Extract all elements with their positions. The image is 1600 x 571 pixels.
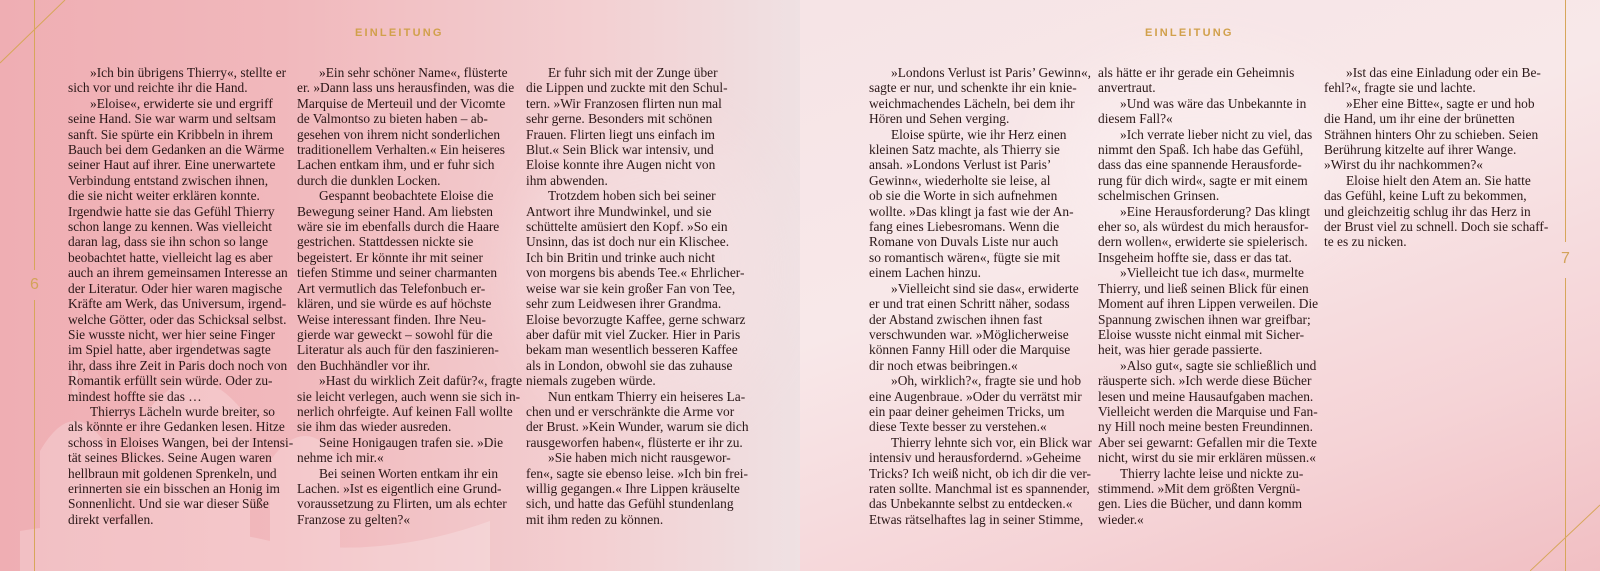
text-line: nehme ich mir.«	[297, 450, 384, 466]
text-line: als könnte er ihre Gedanken lesen. Hitze	[68, 419, 285, 435]
text-line: ansah. »Londons Verlust ist Paris’	[869, 157, 1052, 173]
text-line: klären, und sie würde es auf höchste	[297, 296, 492, 312]
text-line: »Oh, wirklich?«, fragte sie und hob	[891, 373, 1082, 389]
text-line: im Spiel hatte, aber irgendetwas sagte	[68, 342, 271, 358]
text-line: ny Hill noch meine besten Freundinnen.	[1098, 419, 1313, 435]
text-line: Literatur als auch für den faszinieren-	[297, 342, 499, 358]
text-line: so romantisch wären«, fügte sie mit	[869, 249, 1061, 265]
text-line: die Lippen und zuckte mit den Schul-	[526, 80, 728, 96]
text-line: kleinen Satz machte, als Thierry sie	[869, 142, 1060, 158]
text-line: Berührung kitzelte auf ihrer Wange.	[1324, 142, 1517, 158]
text-line: Bewegung seiner Hand. Am liebsten	[297, 203, 493, 219]
text-line: »Hast du wirklich Zeit dafür?«, fragte	[319, 373, 523, 389]
text-column	[68, 65, 294, 527]
text-line: ihr, dass ihre Zeit in Paris doch noch von	[68, 357, 288, 373]
text-line: Irgendwie hatte sie das Gefühl Thierry	[68, 203, 275, 219]
paragraph	[297, 373, 523, 435]
text-line: Eloise spürte, wie ihr Herz einen	[891, 126, 1067, 142]
text-line: als in London, obwohl sie das zuhause	[526, 357, 733, 373]
text-line: bekam man wesentlich besseren Kaffee	[526, 342, 738, 358]
text-line: schoss in Eloises Wangen, bei der Intensi-	[68, 434, 294, 450]
paragraph	[68, 403, 294, 527]
text-line: »Vielleicht tue ich das«, murmelte	[1120, 265, 1305, 281]
text-line: »Sie haben mich nicht rausgewor-	[548, 450, 731, 466]
running-header-right: EINLEITUNG	[1145, 27, 1234, 39]
text-line: ob sie die Worte in sich aufnehmen	[869, 188, 1058, 204]
text-line: können Fanny Hill oder die Marquise	[869, 342, 1071, 358]
paragraph	[869, 65, 1091, 127]
text-line: Weise interessant finden. Ihre Neu-	[297, 311, 486, 327]
text-line: Romane von Duvals Liste nur auch	[869, 234, 1059, 250]
text-line: Vielleicht werden die Marquise und Fan-	[1098, 403, 1318, 419]
text-line: »Eine Herausforderung? Das klingt	[1120, 203, 1311, 219]
text-line: eine Augenbraue. »Oder du verrätst mir	[869, 388, 1082, 404]
text-line: das Unbekannte selbst zu entdecken.«	[869, 496, 1073, 512]
text-line: Trotzdem hoben sich bei seiner	[548, 188, 716, 204]
margin-rule-line	[34, 0, 35, 270]
text-line: Sonnenlicht. Und sie war dieser Süße	[68, 496, 269, 512]
text-line: tern. »Wir Franzosen flirten nun mal	[526, 95, 722, 111]
text-line: tät seines Blickes. Seine Augen waren	[68, 450, 272, 466]
text-line: Er fuhr sich mit der Zunge über	[548, 65, 718, 80]
text-line: sie leicht verlegen, auch wenn sie sich in-	[297, 388, 521, 404]
text-line: den Buchhändler vor ihr.	[297, 357, 431, 373]
text-line: Franzose zu gelten?«	[297, 511, 411, 527]
text-line: schon lange zu kennen. Was vielleicht	[68, 219, 272, 235]
text-line: heit, was hier gerade passierte.	[1098, 342, 1263, 358]
text-line: dir noch etwas beibringen.«	[869, 357, 1018, 373]
text-line: Blut.« Sein Blick war intensiv, und	[526, 142, 714, 158]
text-line: »Eloise«, erwiderte sie und ergriff	[90, 95, 273, 111]
text-line: Bei seinen Worten entkam ihr ein	[319, 465, 499, 481]
text-line: Gewinn«, wiederholte sie leise, al	[869, 172, 1051, 188]
text-line: fehl?«, fragte sie und lachte.	[1324, 80, 1476, 96]
text-line: beobachtet hatte, vielleicht lag es aber	[68, 249, 273, 265]
text-line: das Gefühl, keine Luft zu bekommen,	[1324, 188, 1527, 204]
text-line: »Und was wäre das Unbekannte in	[1120, 95, 1307, 111]
margin-rule-line	[34, 300, 35, 571]
text-line: aber dafür mit viel Zucker. Hier in Paris	[526, 326, 741, 342]
text-line: seiner Haut auf ihrer. Eine unerwartete	[68, 157, 276, 173]
text-line: sich vor und reichte ihr die Hand.	[68, 80, 248, 96]
text-line: gierde war geweckt – sowohl für die	[297, 326, 493, 342]
text-line: ein paar deiner geheimen Tricks, um	[869, 403, 1065, 419]
text-line: auch an ihrem gemeinsamen Interesse an	[68, 265, 288, 281]
text-line: sie ihm das wieder ausreden.	[297, 419, 452, 435]
text-line: weichmachendes Lächeln, bei dem ihr	[869, 95, 1075, 111]
text-line: raten sollte. Manchmal ist es spannender,	[869, 480, 1090, 496]
text-line: nicht, wirst du sie mir erklären müssen.«	[1098, 450, 1316, 466]
text-line: Moment auf ihren Lippen verweilen. Die	[1098, 296, 1319, 312]
margin-rule-line	[1565, 278, 1566, 571]
text-line: Gespannt beobachtete Eloise die	[319, 188, 494, 204]
paragraph	[1098, 357, 1318, 466]
text-line: räusperte sich. »Ich werde diese Bücher	[1098, 373, 1312, 389]
text-line: Nun entkam Thierry ein heiseres La-	[548, 388, 746, 404]
text-line: sagte er nur, und schenkte ihr ein knie-	[869, 80, 1077, 96]
text-column	[526, 65, 749, 527]
text-line: und gleichzeitig schlug ihr das Herz in	[1324, 203, 1531, 219]
text-column	[1098, 65, 1319, 527]
text-line: Lachen. »Ist es eigentlich eine Grund-	[297, 480, 502, 496]
text-line: der Brust. »Kein Wunder, warum sie dich	[526, 419, 749, 435]
text-line: sanft. Sie spürte ein Kribbeln in ihrem	[68, 126, 273, 142]
text-column	[297, 65, 523, 527]
text-line: Etwas rätselhaftes lag in seiner Stimme,	[869, 511, 1084, 527]
text-line: eher so, als würdest du mich herausfor-	[1098, 219, 1309, 235]
paragraph	[297, 435, 509, 466]
text-line: »Ich verrate lieber nicht zu viel, das	[1120, 126, 1313, 142]
paragraph	[1324, 95, 1539, 173]
text-column	[1324, 65, 1549, 250]
text-line: »Londons Verlust ist Paris’ Gewinn«,	[891, 65, 1091, 80]
text-line: Eloise wusste nicht einmal mit Sicher-	[1098, 326, 1305, 342]
text-line: Lachen entkam ihm, und er fuhr sich	[297, 157, 495, 173]
text-line: rung für dich wird«, sagte er mit einem	[1098, 172, 1308, 188]
text-line: Antwort ihre Mundwinkel, und sie	[526, 203, 712, 219]
text-line: »Ich bin übrigens Thierry«, stellte er	[90, 65, 287, 80]
text-line: »Eher eine Bitte«, sagte er und hob	[1346, 95, 1535, 111]
text-line: mit ihm reden zu können.	[526, 511, 664, 527]
text-line: Frauen. Flirten liegt uns einfach im	[526, 126, 715, 142]
text-line: sehr zum Leidwesen ihrer Grandma.	[526, 296, 722, 312]
paragraph	[526, 188, 746, 389]
paragraph	[1098, 126, 1313, 204]
paragraph	[297, 65, 515, 188]
text-line: rausgeworfen haben«, flüsterte er ihr zu.	[526, 434, 743, 450]
text-line: durch die dunklen Locken.	[297, 172, 441, 188]
text-line: fang eines Liebesromans. Wenn die	[869, 219, 1060, 235]
running-header-left: EINLEITUNG	[355, 27, 444, 39]
text-line: seine Hand. Sie war warm und seltsam	[68, 111, 276, 127]
text-line: der Abstand zwischen ihnen fast	[869, 311, 1043, 327]
text-line: Seine Honigaugen trafen sie. »Die	[319, 434, 504, 450]
text-line: Marquise de Merteuil und der Vicomte	[297, 95, 506, 111]
text-line: te es zu nicken.	[1324, 234, 1407, 250]
text-line: traditionellem Verhalten.« Ein heiseres	[297, 142, 505, 158]
text-line: welche Götter, oder das Schicksal selbst.	[68, 311, 287, 327]
text-line: der Brust viel zu schnell. Doch sie schaff-	[1324, 219, 1549, 235]
paragraph	[526, 388, 749, 451]
text-line: gen. Lies die Bücher, und dann komm	[1098, 496, 1302, 512]
text-line: chen und er verschränkte die Arme vor	[526, 403, 735, 419]
text-line: Eloise bevorzugte Kaffee, gerne schwarz	[526, 311, 746, 327]
text-line: einem Lachen hinzu.	[869, 265, 981, 281]
text-line: Unsinn, das ist doch nur ein Klischee.	[526, 234, 730, 250]
margin-rule-line	[1565, 0, 1566, 242]
page-number-right: 7	[1561, 250, 1570, 267]
paragraph	[869, 127, 1081, 281]
text-line: die Hand, um ihr eine der brünetten	[1324, 111, 1515, 127]
text-line: intensiv und herausfordernd. »Geheime	[869, 450, 1081, 466]
text-line: daran lag, dass sie ihn schon so lange	[68, 234, 269, 250]
text-line: Kräfte am Werk, das Universum, irgend-	[68, 296, 287, 312]
text-line: gesehen von ihrem nicht sonderlichen	[297, 126, 501, 142]
text-line: hellbraun mit goldenen Sprenkeln, und	[68, 465, 277, 481]
text-line: Eloise konnte ihre Augen nicht von	[526, 157, 716, 173]
page-number-left: 6	[30, 276, 39, 293]
text-line: erinnerten sie ein bisschen an Honig im	[68, 480, 280, 496]
text-line: als hätte er ihr gerade ein Geheimnis	[1098, 65, 1295, 80]
text-line: Art vermutlich das Telefonbuch er-	[297, 280, 486, 296]
text-line: sehr gerne. Besonders mit schönen	[526, 111, 713, 127]
text-line: Verbindung entstand zwischen ihnen,	[68, 172, 269, 188]
text-line: diese Texte besser zu verstehen.«	[869, 419, 1047, 435]
text-line: voraussetzung zu Flirten, um als echter	[297, 496, 507, 512]
text-line: Thierry lachte leise und nickte zu-	[1120, 465, 1304, 481]
text-line: willig gegangen.« Ihre Lippen kräuselte	[526, 480, 740, 496]
paragraph	[1098, 204, 1310, 266]
text-line: anvertraut.	[1098, 80, 1156, 96]
paragraph	[526, 450, 748, 527]
text-line: ihm abwenden.	[526, 172, 608, 188]
text-line: wollte. »Das klingt ja fast wie der An-	[869, 203, 1074, 219]
text-line: diesem Fall?«	[1098, 111, 1173, 127]
text-line: Eloise hielt den Atem an. Sie hatte	[1346, 172, 1531, 188]
text-column	[869, 65, 1092, 527]
text-line: Strähnen hinters Ohr zu schieben. Seien	[1324, 126, 1539, 142]
text-line: Romantik erfüllt sein würde. Oder zu-	[68, 373, 273, 389]
paragraph	[68, 65, 287, 96]
text-line: stimmend. »Mit dem größten Vergnü-	[1098, 480, 1301, 496]
text-line: gestrichen. Stattdessen nickte sie	[297, 234, 474, 250]
text-line: niemals zugeben würde.	[526, 373, 656, 389]
paragraph	[1098, 265, 1319, 358]
text-line: dern wollen«, erwiderte sie spielerisch.	[1098, 234, 1308, 250]
text-line: Ich bin Britin und trinke auch nicht	[526, 249, 715, 265]
text-line: »Ist das eine Einladung oder ein Be-	[1346, 65, 1541, 80]
text-line: Bauch bei dem Gedanken an die Wärme	[68, 142, 285, 158]
text-line: schelmischen Grinsen.	[1098, 188, 1220, 204]
paragraph	[297, 188, 509, 373]
paragraph	[68, 95, 288, 404]
text-line: nimmt den Spaß. Ich habe das Gefühl,	[1098, 142, 1304, 158]
paragraph	[526, 65, 738, 188]
text-line: er und trat einen Schritt näher, sodass	[869, 296, 1070, 312]
text-line: der Literatur. Oder hier waren magische	[68, 280, 283, 296]
text-line: Insgeheim hoffte sie, dass er das tat.	[1098, 249, 1292, 265]
text-line: nerlich ohrfeigte. Auf keinen Fall wollte	[297, 403, 513, 419]
text-line: de Valmontso zu bieten haben – ab-	[297, 111, 488, 127]
paragraph	[1098, 96, 1310, 127]
paragraph	[297, 466, 509, 528]
text-line: »Also gut«, sagte sie schließlich und	[1120, 357, 1317, 373]
paragraph	[1098, 65, 1310, 96]
paragraph	[869, 434, 1092, 527]
text-line: »Ein sehr schöner Name«, flüsterte	[319, 65, 508, 80]
text-line: tiefen Stimme und seiner charmanten	[297, 265, 498, 281]
paragraph	[869, 373, 1081, 435]
text-line: sich, und hatte das Gefühl stundenlang	[526, 496, 734, 512]
text-line: dass das eine spannende Herausforde-	[1098, 157, 1302, 173]
text-line: Thierry, und ließ seinen Blick für einen	[1098, 280, 1309, 296]
text-line: direkt verfallen.	[68, 511, 154, 527]
text-line: mindest hoffte sie das …	[68, 388, 202, 404]
paragraph	[1324, 65, 1541, 96]
text-line: wieder.«	[1098, 511, 1144, 527]
text-line: Spannung zwischen ihnen war greifbar;	[1098, 311, 1311, 327]
text-line: Aber sei gewarnt: Gefallen mir die Texte	[1098, 434, 1317, 450]
text-line: weise war sie kein großer Fan von Tee,	[526, 280, 736, 296]
paragraph	[869, 281, 1081, 373]
text-line: schüttelte amüsiert den Kopf. »So ein	[526, 219, 728, 235]
text-line: fen«, sagte sie ebenso leise. »Ich bin frei-	[526, 465, 748, 481]
text-line: von morgens bis abends Tee.« Ehrlicher-	[526, 265, 745, 281]
text-line: verschwunden war. »Möglicherweise	[869, 326, 1069, 342]
paragraph	[1098, 466, 1310, 528]
text-line: wäre sie im ebenfalls durch die Haare	[297, 219, 500, 235]
text-line: Thierry lehnte sich vor, ein Blick war	[891, 434, 1092, 450]
paragraph	[1324, 172, 1549, 250]
text-line: begeistert. Er könnte ihr mit seiner	[297, 249, 483, 265]
text-line: lesen und meine Hausaufgaben machen.	[1098, 388, 1314, 404]
text-line: die sie nicht weiter erklären konnte.	[68, 188, 260, 204]
text-line: er. »Dann lass uns herausfinden, was die	[297, 80, 515, 96]
text-line: Thierrys Lächeln wurde breiter, so	[90, 403, 275, 419]
text-line: Hören und Sehen verging.	[869, 111, 1010, 127]
text-line: Tricks? Ich weiß nicht, ob ich dir die ver-	[869, 465, 1091, 481]
text-line: »Wirst du ihr nachkommen?«	[1324, 157, 1483, 173]
text-line: Sie wusste nicht, wer hier seine Finger	[68, 326, 276, 342]
text-line: »Vielleicht sind sie das«, erwiderte	[891, 280, 1079, 296]
